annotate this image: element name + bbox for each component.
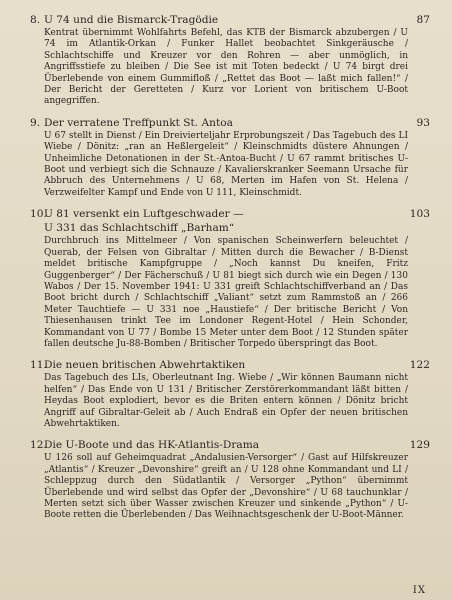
- page-number: IX: [412, 585, 426, 596]
- chapter-page: 87: [416, 14, 430, 26]
- chapter-summary: U 67 stellt in Dienst / Ein Dreivierteljahr Erprobungszeit / Das Tagebuch des LI Wiebe / Dönitz: „ran an Heßlergeleit“ / Kleinschmidts düstere Ahnungen / Unheimliche Detonationen in der St.-Antoa-Bucht / U 67 rammt britisches U-Boot und verbiegt sich die Schnauze / Kavalierskranker Seemann Ursache für Abbruch des Unternehmens / U 68, Merten im Hafen von St. Helena / Verzweifelter Kampf und Ende von U 111, Kleinschmidt.: [44, 130, 408, 198]
- toc-entry-12: [30, 439, 430, 521]
- chapter-summary: U 126 soll auf Geheimquadrat „Andalusien-Versorger“ / Gast auf Hilfskreuzer „Atlantis“ / Kreuzer „Devonshire“ greift an / U 128 ohne Kommandant und LI / Schleppzug durch den Südatlantik / Versorger „Python“ übernimmt Überlebende und wird selbst das Opfer der „Devonshire“ / U 68 tauchunklar / Merten setzt sich über Wasser zwischen Kreuzer und sinkende „Python“ / U-Boote retten die Überlebenden / Das Weihnachtsgeschenk der U-Boot-Männer.: [44, 453, 408, 521]
- toc-entry-9: [30, 117, 430, 199]
- chapter-subtitle: U 331 das Schlachtschiff „Barham“: [44, 222, 235, 235]
- chapter-summary: Kentrat übernimmt Wohlfahrts Befehl, das KTB der Bismarck abzubergen / U 74 im Atlantik-Orkan / Funker Hallet beobachtet Sinkgeräusche / Schlachtschiffe und Kreuzer vor den Rohren — aber unmöglich, in Angriffsstiefe zu bleiben / Die See ist mit Toten bedeckt / U 74 birgt drei Überlebende von einem Gummifloß / „Rettet das Boot — laßt mich fallen!“ / Der Bericht der Geretteten / Kurz vor Lorient von britischem U-Boot angegriffen.: [44, 28, 408, 107]
- chapter-number: 11.: [30, 359, 47, 372]
- chapter-subtitle-row: [30, 222, 430, 235]
- toc-entry-11: [30, 359, 430, 430]
- entry-heading: [30, 14, 430, 27]
- entry-heading: [30, 208, 430, 221]
- entry-heading: [30, 117, 430, 130]
- chapter-title: Die U-Boote und das HK-Atlantis-Drama: [44, 439, 260, 452]
- chapter-page: 129: [409, 439, 430, 452]
- chapter-number: 9.: [30, 116, 41, 129]
- chapter-number: 12.: [30, 439, 47, 452]
- chapter-number: 10.: [30, 208, 47, 221]
- chapter-title: Der verratene Treffpunkt St. Antoa: [44, 116, 233, 129]
- chapter-title: U 74 und die Bismarck-Tragödie: [44, 14, 219, 26]
- chapter-title: Die neuen britischen Abwehrtaktiken: [44, 359, 246, 372]
- chapter-page: 103: [409, 208, 430, 221]
- toc-entry-10: [30, 208, 430, 350]
- chapter-page: 122: [409, 359, 430, 372]
- chapter-title: U 81 versenkt ein Luftgeschwader —: [44, 208, 244, 221]
- toc-entry-8: [30, 14, 430, 108]
- chapter-summary: Durchbruch ins Mittelmeer / Von spanischen Scheinwerfern beleuchtet / Querab, der Felsen von Gibraltar / Mitten durch die Bewacher / B-Dienst meldet britische Kampfgruppe / „Noch kannst Du kneifen, Fritz Guggenberger“ / Der Fächerschuß / U 81 biegt sich durch wie ein Degen / 130 Wabos / Der 15. November 1941: U 331 greift Schlachtschiffverband an / Das Boot bricht durch / Schlachtschiff „Valiant“ setzt zum Rammstoß an / 266 Meter Tauchtiefe — U 331 noe „Haustiefe“ / Der britische Bericht / Von Thiesenhausen trinkt Tee im Londoner Regent-Hotel / Hein Schonder, Kommandant von U 77 / Bombe 15 Meter unter dem Boot / 12 Stunden später fallen deutsche Ju-88-Bomben / Britischer Torpedo überspringt das Boot.: [44, 236, 408, 349]
- chapter-page: 93: [416, 116, 430, 129]
- chapter-number: 8.: [30, 14, 41, 26]
- entry-heading: [30, 439, 430, 452]
- chapter-summary: Das Tagebuch des LIs, Oberleutnant Ing. Wiebe / „Wir können Baumann nicht helfen“ / Das Ende von U 131 / Britischer Zerstörerkommandant läßt bitten / Heydas Boot explodiert, bevor es die Briten entern können / Dönitz bricht Angriff auf Gibraltar-Geleit ab / Auch Endraß ein Opfer der neuen britischen Abwehrtaktiken.: [44, 373, 408, 429]
- entry-heading: [30, 359, 430, 372]
